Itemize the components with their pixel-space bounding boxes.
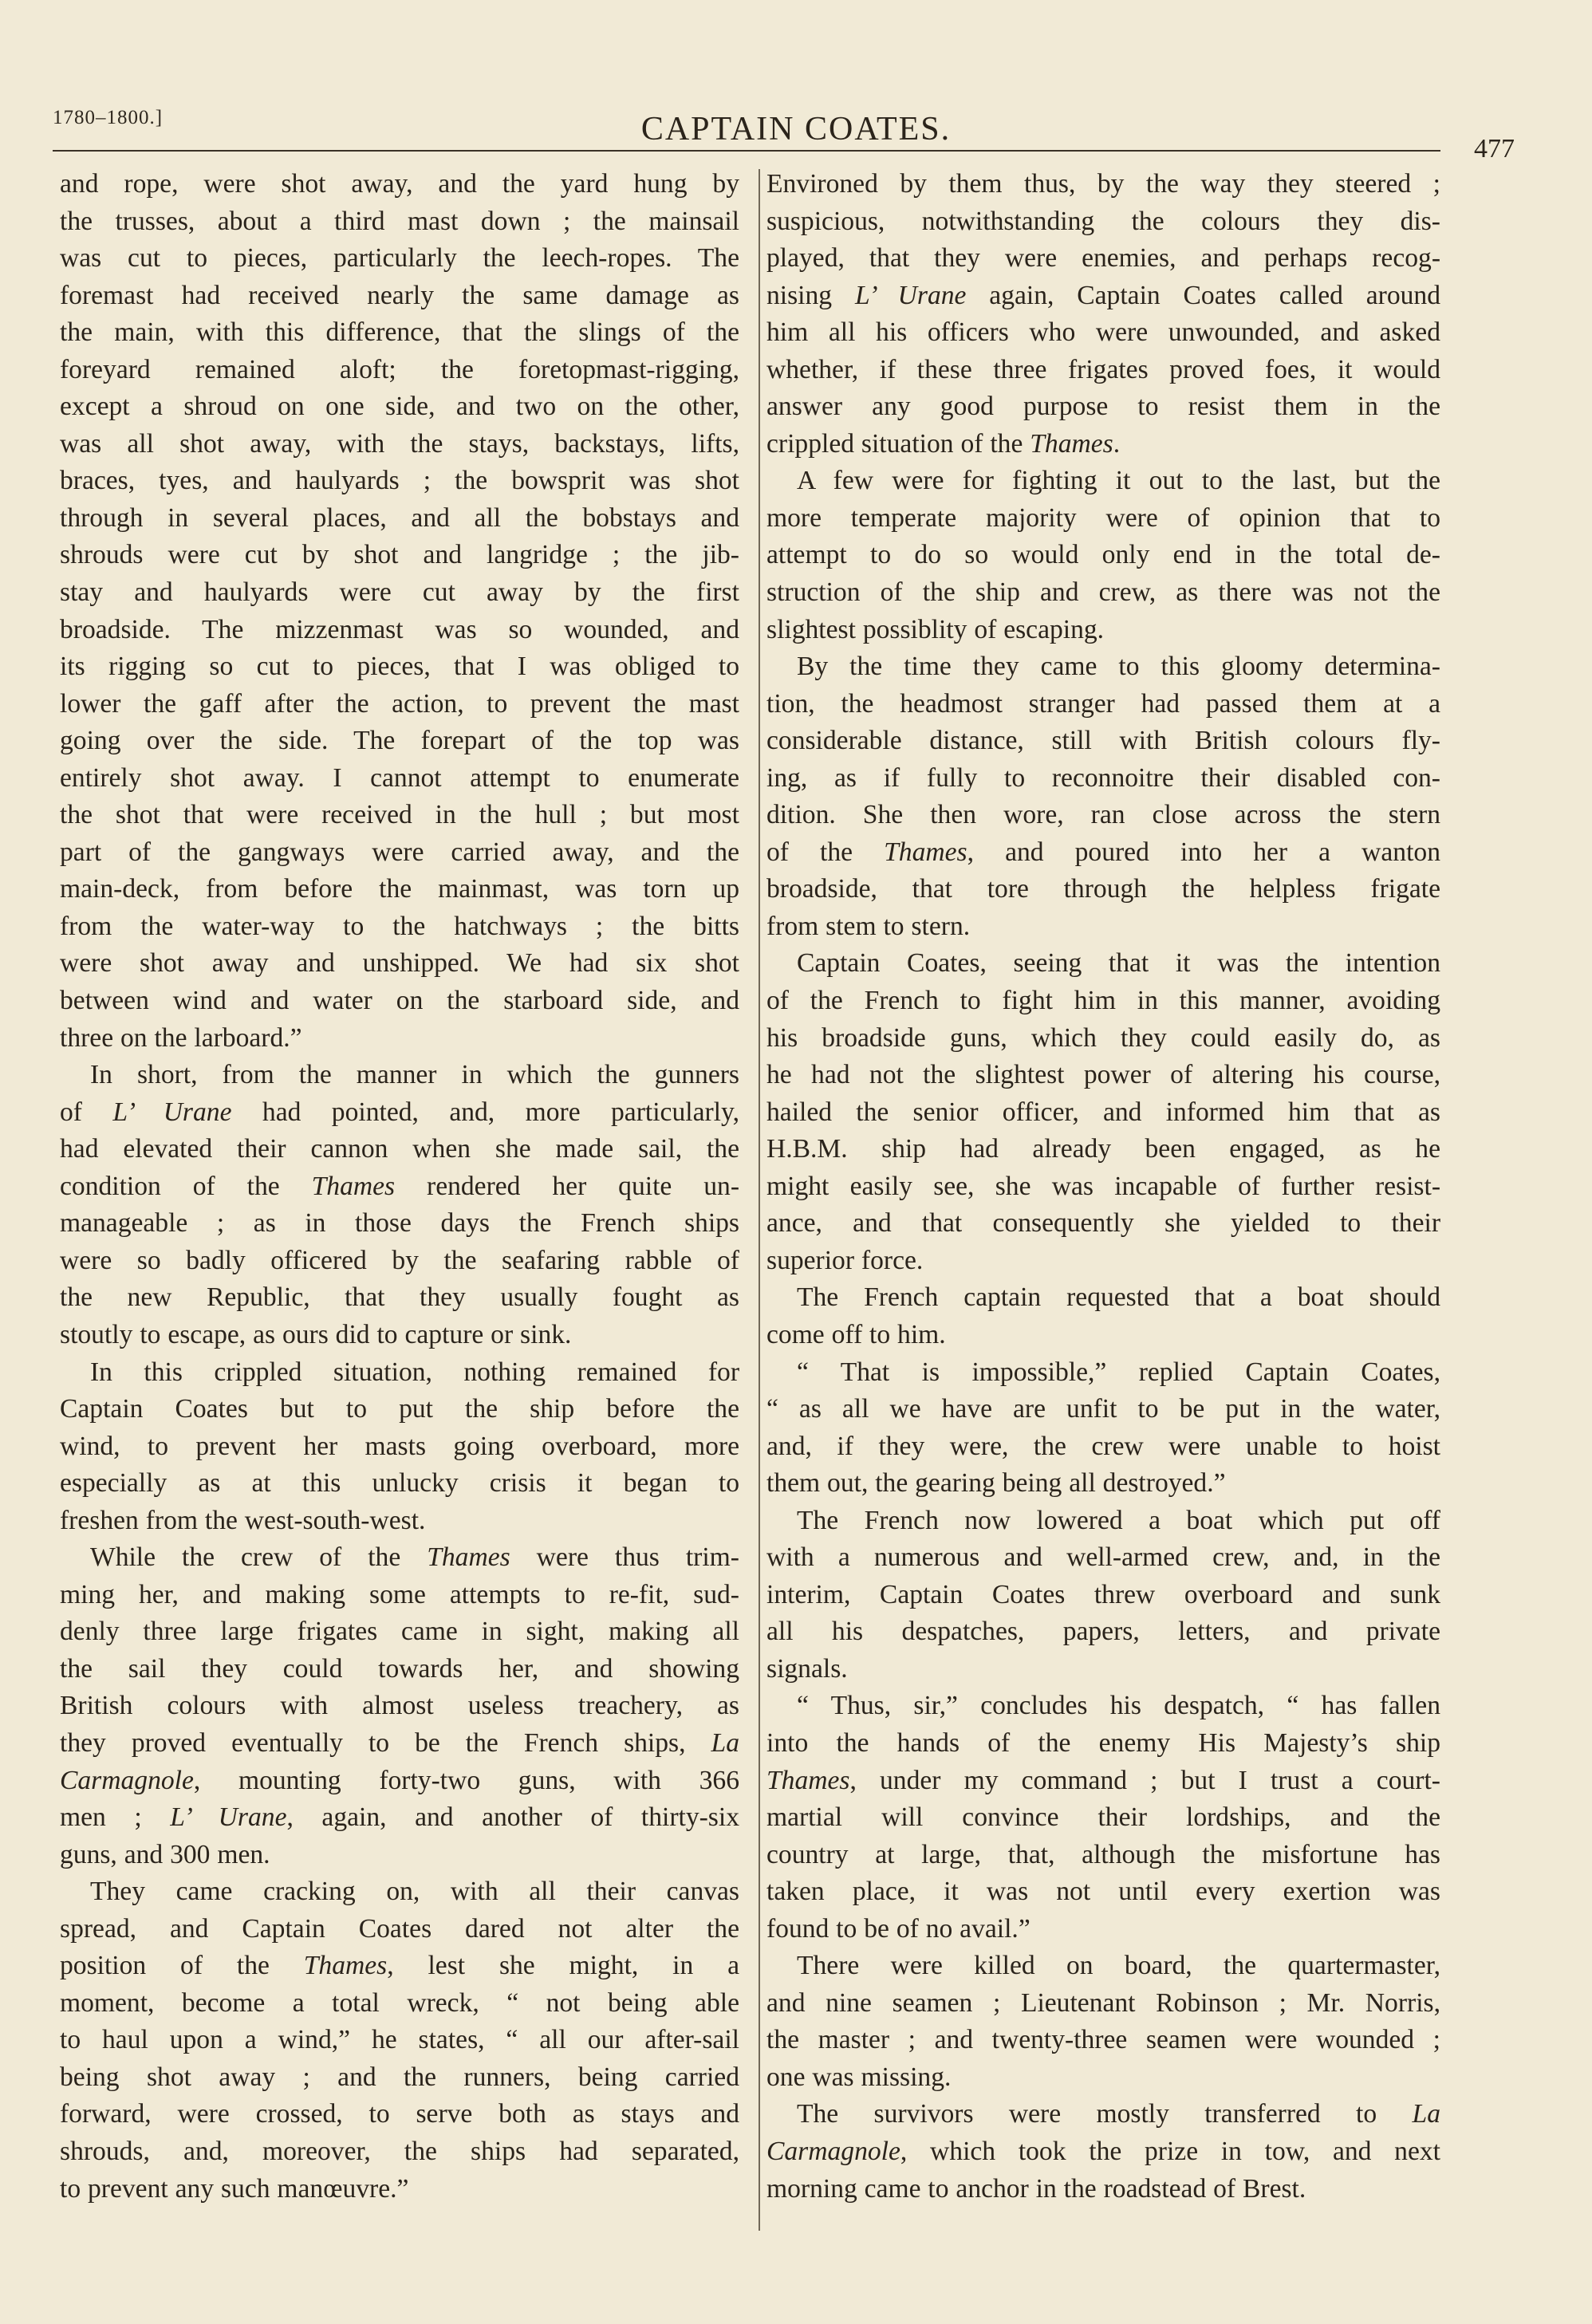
text-line: forward, were crossed, to serve both as stays and bbox=[60, 2099, 739, 2129]
text-line: more temperate majority were of opinion that to bbox=[766, 502, 1440, 533]
text-line: Environed by them thus, by the way they steered ; bbox=[766, 169, 1440, 199]
page-number: 477 bbox=[1474, 134, 1515, 163]
text-line: of L’ Urane had pointed, and, more particularly, bbox=[60, 1097, 739, 1127]
text-line: H.B.M. ship had already been engaged, as he bbox=[766, 1134, 1440, 1164]
text-line: all his despatches, papers, letters, and private bbox=[766, 1617, 1440, 1647]
text-line: had elevated their cannon when she made sail, the bbox=[60, 1134, 739, 1164]
text-line: A few were for fighting it out to the last, but the bbox=[797, 466, 1440, 496]
text-line: taken place, it was not until every exertion was bbox=[766, 1877, 1440, 1907]
text-line: braces, tyes, and haulyards ; the bowsprit was shot bbox=[60, 466, 739, 496]
text-line: was cut to pieces, particularly the leech-ropes. The bbox=[60, 243, 739, 274]
text-line: spread, and Captain Coates dared not alter the bbox=[60, 1913, 739, 1944]
column-divider bbox=[759, 169, 760, 2231]
text-line: foreyard remained aloft; the foretopmast-rigging, bbox=[60, 354, 739, 384]
text-line: come off to him. bbox=[766, 1319, 946, 1349]
text-line: whether, if these three frigates proved foes, it would bbox=[766, 354, 1440, 384]
text-line: answer any good purpose to resist them in the bbox=[766, 392, 1440, 422]
text-line: superior force. bbox=[766, 1245, 924, 1275]
text-line: part of the gangways were carried away, and the bbox=[60, 837, 739, 867]
italic-name: Thames bbox=[311, 1171, 396, 1201]
italic-name: Thames bbox=[303, 1951, 388, 1981]
text-line: martial will convince their lordships, and the bbox=[766, 1802, 1440, 1833]
text-line: into the hands of the enemy His Majesty’s ship bbox=[766, 1727, 1440, 1758]
text-line: interim, Captain Coates threw overboard and sunk bbox=[766, 1579, 1440, 1609]
text-line: By the time they came to this gloomy determina- bbox=[797, 652, 1440, 682]
text-line: from stem to stern. bbox=[766, 911, 971, 941]
text-line: played, that they were enemies, and perhaps recog- bbox=[766, 243, 1440, 274]
italic-name: Thames bbox=[1030, 428, 1113, 459]
header-rule bbox=[53, 150, 1440, 152]
text-line: to haul upon a wind,” he states, “ all our after-sail bbox=[60, 2025, 739, 2055]
text-line: Carmagnole, which took the prize in tow, and next bbox=[766, 2136, 1440, 2166]
text-line: considerable distance, still with British colours fly- bbox=[766, 726, 1440, 756]
text-line: The survivors were mostly transferred to La bbox=[797, 2099, 1440, 2129]
text-line: the shot that were received in the hull ; but most bbox=[60, 800, 739, 830]
text-line: they proved eventually to be the French ships, La bbox=[60, 1727, 739, 1758]
text-line: freshen from the west-south-west. bbox=[60, 1505, 426, 1535]
text-line: shrouds were cut by shot and langridge ; the jib- bbox=[60, 540, 739, 570]
page-title: CAPTAIN COATES. bbox=[640, 111, 952, 148]
text-line: Thames, under my command ; but I trust a court- bbox=[766, 1765, 1440, 1795]
text-line: shrouds, and, moreover, the ships had separated, bbox=[60, 2136, 739, 2166]
text-line: with a numerous and well-armed crew, and, in the bbox=[766, 1542, 1440, 1573]
text-line: ming her, and making some attempts to re-fit, sud- bbox=[60, 1579, 739, 1609]
text-line: The French now lowered a boat which put off bbox=[797, 1505, 1440, 1535]
text-line: men ; L’ Urane, again, and another of thirty-six bbox=[60, 1802, 739, 1833]
text-line: the trusses, about a third mast down ; the mainsail bbox=[60, 206, 739, 236]
text-line: being shot away ; and the runners, being carried bbox=[60, 2062, 739, 2092]
text-line: “ Thus, sir,” concludes his despatch, “ has fallen bbox=[797, 1691, 1440, 1721]
text-line: struction of the ship and crew, as there was not the bbox=[766, 577, 1440, 608]
header-date-range: 1780–1800.] bbox=[53, 107, 164, 128]
text-line: signals. bbox=[766, 1653, 848, 1684]
text-line: of the French to fight him in this manner, avoiding bbox=[766, 986, 1440, 1016]
text-line: especially as at this unlucky crisis it began to bbox=[60, 1468, 739, 1499]
text-line: There were killed on board, the quartermaster, bbox=[797, 1951, 1440, 1981]
italic-name: L’ Urane bbox=[854, 280, 967, 310]
text-line: crippled situation of the Thames. bbox=[766, 428, 1121, 459]
text-line: between wind and water on the starboard side, and bbox=[60, 986, 739, 1016]
text-line: “ as all we have are unfit to be put in the water, bbox=[766, 1394, 1440, 1424]
text-line: of the Thames, and poured into her a wanton bbox=[766, 837, 1440, 867]
text-line: him all his officers who were unwounded, and asked bbox=[766, 317, 1440, 348]
text-line: were so badly officered by the seafaring rabble of bbox=[60, 1245, 739, 1275]
text-line: and, if they were, the crew were unable to hoist bbox=[766, 1431, 1440, 1461]
text-line: through in several places, and all the bobstays and bbox=[60, 502, 739, 533]
text-line: moment, become a total wreck, “ not being able bbox=[60, 1987, 739, 2018]
text-line: except a shroud on one side, and two on the other, bbox=[60, 392, 739, 422]
text-line: attempt to do so would only end in the total de- bbox=[766, 540, 1440, 570]
text-line: the new Republic, that they usually fought as bbox=[60, 1282, 739, 1313]
text-line: broadside. The mizzenmast was so wounded, and bbox=[60, 614, 739, 644]
text-line: his broadside guns, which they could easily do, as bbox=[766, 1022, 1440, 1053]
italic-name: L’ Urane bbox=[170, 1802, 287, 1833]
text-line: Carmagnole, mounting forty-two guns, with 366 bbox=[60, 1765, 739, 1795]
text-line: were shot away and unshipped. We had six shot bbox=[60, 948, 739, 979]
text-line: Captain Coates but to put the ship before the bbox=[60, 1394, 739, 1424]
italic-name: Carmagnole bbox=[766, 2136, 900, 2166]
text-line: one was missing. bbox=[766, 2062, 952, 2092]
text-line: them out, the gearing being all destroyed.” bbox=[766, 1468, 1226, 1499]
text-line: position of the Thames, lest she might, in a bbox=[60, 1951, 740, 1981]
text-line: country at large, that, although the misfortune has bbox=[766, 1839, 1440, 1869]
text-line: manageable ; as in those days the French ships bbox=[60, 1208, 739, 1239]
text-line: stoutly to escape, as ours did to capture or sink. bbox=[60, 1319, 572, 1349]
text-line: nising L’ Urane again, Captain Coates called around bbox=[766, 280, 1440, 310]
text-line: ance, and that consequently she yielded to their bbox=[766, 1208, 1440, 1239]
text-line: tion, the headmost stranger had passed them at a bbox=[766, 688, 1440, 719]
text-line: main-deck, from before the mainmast, was torn up bbox=[60, 874, 739, 904]
text-line: Captain Coates, seeing that it was the intention bbox=[797, 948, 1440, 979]
italic-name: Thames bbox=[427, 1542, 510, 1573]
italic-name: La bbox=[711, 1727, 739, 1758]
text-line: to prevent any such manœuvre.” bbox=[60, 2173, 409, 2204]
text-line: lower the gaff after the action, to prevent the mast bbox=[60, 688, 739, 719]
text-line: from the water-way to the hatchways ; the bitts bbox=[60, 911, 739, 941]
text-line: he had not the slightest power of altering his course, bbox=[766, 1060, 1440, 1090]
text-line: three on the larboard.” bbox=[60, 1022, 302, 1053]
text-line: In this crippled situation, nothing remained for bbox=[90, 1357, 739, 1387]
text-line: In short, from the manner in which the gunners bbox=[90, 1060, 739, 1090]
text-line: its rigging so cut to pieces, that I was obliged to bbox=[60, 652, 739, 682]
text-line: broadside, that tore through the helpless frigate bbox=[766, 874, 1440, 904]
text-line: dition. She then wore, ran close across the stern bbox=[766, 800, 1440, 830]
text-line: found to be of no avail.” bbox=[766, 1913, 1030, 1944]
text-line: condition of the Thames rendered her quite un- bbox=[60, 1171, 740, 1201]
text-line: foremast had received nearly the same damage as bbox=[60, 280, 739, 310]
left-column bbox=[60, 166, 739, 2208]
text-line: morning came to anchor in the roadstead of Brest. bbox=[766, 2173, 1306, 2204]
italic-name: Thames bbox=[884, 837, 967, 867]
text-line: They came cracking on, with all their canvas bbox=[90, 1877, 739, 1907]
text-line: was all shot away, with the stays, backstays, lifts, bbox=[60, 428, 739, 459]
text-line: the main, with this difference, that the slings of the bbox=[60, 317, 739, 348]
text-line: entirely shot away. I cannot attempt to enumerate bbox=[60, 762, 739, 793]
italic-name: Carmagnole bbox=[60, 1765, 194, 1795]
text-line: stay and haulyards were cut away by the first bbox=[60, 577, 739, 608]
text-line: British colours with almost useless treachery, as bbox=[60, 1691, 739, 1721]
text-line: going over the side. The forepart of the top was bbox=[60, 726, 739, 756]
italic-name: Thames bbox=[766, 1765, 850, 1795]
text-line: wind, to prevent her masts going overboard, more bbox=[60, 1431, 739, 1461]
text-line: “ That is impossible,” replied Captain Coates, bbox=[797, 1357, 1440, 1387]
right-column bbox=[766, 166, 1440, 2208]
text-line: slightest possiblity of escaping. bbox=[766, 614, 1105, 644]
text-line: suspicious, notwithstanding the colours they dis- bbox=[766, 206, 1440, 236]
text-line: guns, and 300 men. bbox=[60, 1839, 270, 1869]
text-line: might easily see, she was incapable of further resist- bbox=[766, 1171, 1440, 1201]
italic-name: L’ Urane bbox=[112, 1097, 232, 1127]
text-line: The French captain requested that a boat should bbox=[797, 1282, 1440, 1313]
text-line: and rope, were shot away, and the yard hung by bbox=[60, 169, 739, 199]
text-line: denly three large frigates came in sight, making all bbox=[60, 1617, 739, 1647]
text-line: and nine seamen ; Lieutenant Robinson ; Mr. Norris, bbox=[766, 1987, 1440, 2018]
text-line: the sail they could towards her, and showing bbox=[60, 1653, 739, 1684]
text-line: While the crew of the Thames were thus trim- bbox=[90, 1542, 739, 1573]
text-line: ing, as if fully to reconnoitre their disabled con- bbox=[766, 762, 1440, 793]
text-line: the master ; and twenty-three seamen were wounded ; bbox=[766, 2025, 1440, 2055]
text-line: hailed the senior officer, and informed him that as bbox=[766, 1097, 1440, 1127]
italic-name: La bbox=[1412, 2099, 1440, 2129]
